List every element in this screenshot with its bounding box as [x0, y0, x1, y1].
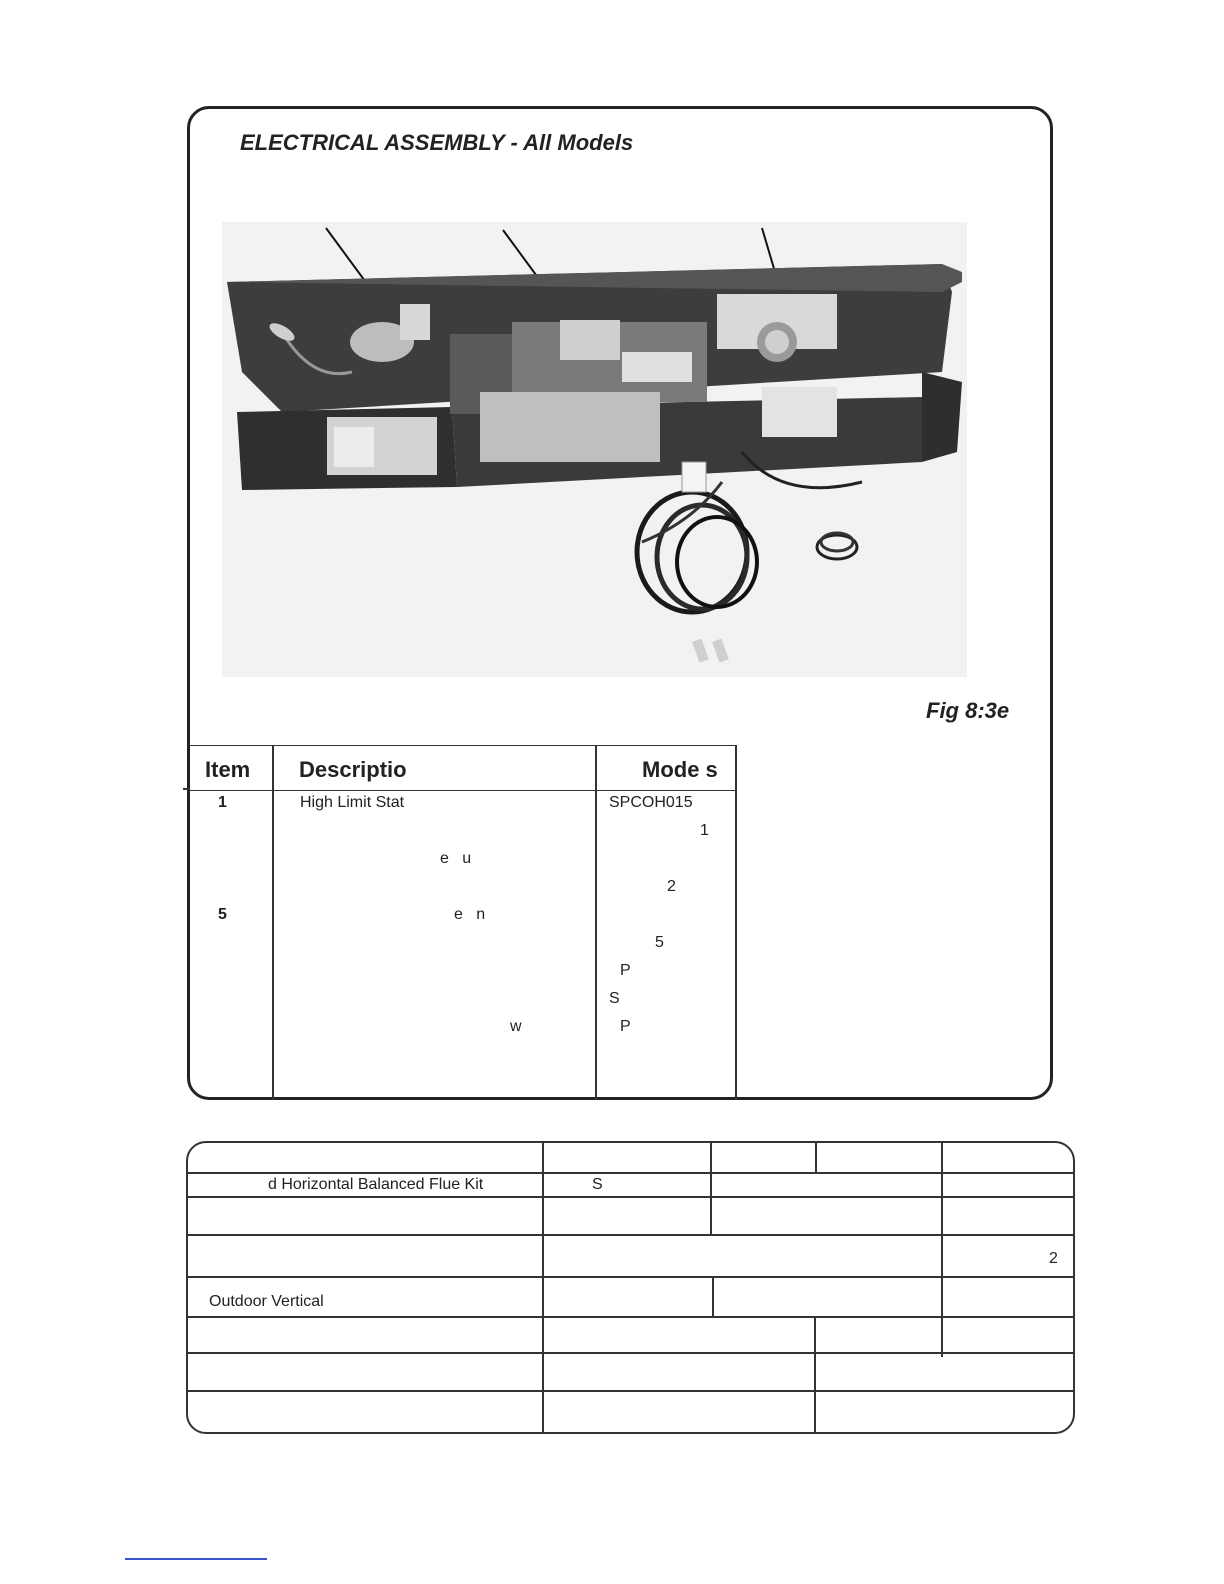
- grid-cell-value: 2: [1049, 1250, 1058, 1267]
- table-cell-models: P: [620, 962, 631, 979]
- parts-table-divider: [595, 745, 597, 1100]
- parts-table-divider: [735, 745, 737, 1100]
- table-tick: [183, 788, 189, 790]
- table-cell-description: w: [510, 1018, 522, 1035]
- section-title: ELECTRICAL ASSEMBLY - All Models: [240, 130, 634, 155]
- table-cell-models: S: [609, 990, 620, 1007]
- table-cell-models: 5: [655, 934, 664, 951]
- grid-col-line: [710, 1141, 712, 1235]
- table-cell-description: e n: [454, 906, 486, 923]
- grid-col-line: [941, 1141, 943, 1357]
- flue-kit-label: d Horizontal Balanced Flue Kit: [268, 1176, 484, 1193]
- col-header-models: Mode s: [642, 757, 718, 782]
- table-cell-models: SPCOH015: [609, 794, 693, 811]
- flue-kit-code: S: [592, 1176, 603, 1193]
- link-underline[interactable]: [125, 1558, 267, 1560]
- col-header-item: Item: [205, 757, 251, 782]
- table-cell-models: 2: [667, 878, 676, 895]
- table-cell-description: High Limit Stat: [300, 794, 405, 811]
- figure-label: Fig 8:3e: [926, 698, 1010, 723]
- parts-table-divider: [272, 745, 274, 1100]
- table-cell-description: e u: [440, 850, 472, 867]
- grid-col-line: [542, 1141, 544, 1434]
- grid-col-line: [814, 1316, 816, 1434]
- col-header-description: Descriptio: [299, 757, 407, 782]
- grid-col-line: [815, 1141, 817, 1173]
- table-cell-models: 1: [700, 822, 709, 839]
- electrical-assembly-photo: [222, 222, 967, 677]
- table-cell-item: 1: [218, 794, 227, 811]
- table-cell-item: 5: [218, 906, 227, 923]
- outdoor-vertical-label: Outdoor Vertical: [209, 1293, 324, 1310]
- grid-col-line: [712, 1276, 714, 1317]
- table-cell-models: P: [620, 1018, 631, 1035]
- grid-row-line: [187, 1390, 1074, 1392]
